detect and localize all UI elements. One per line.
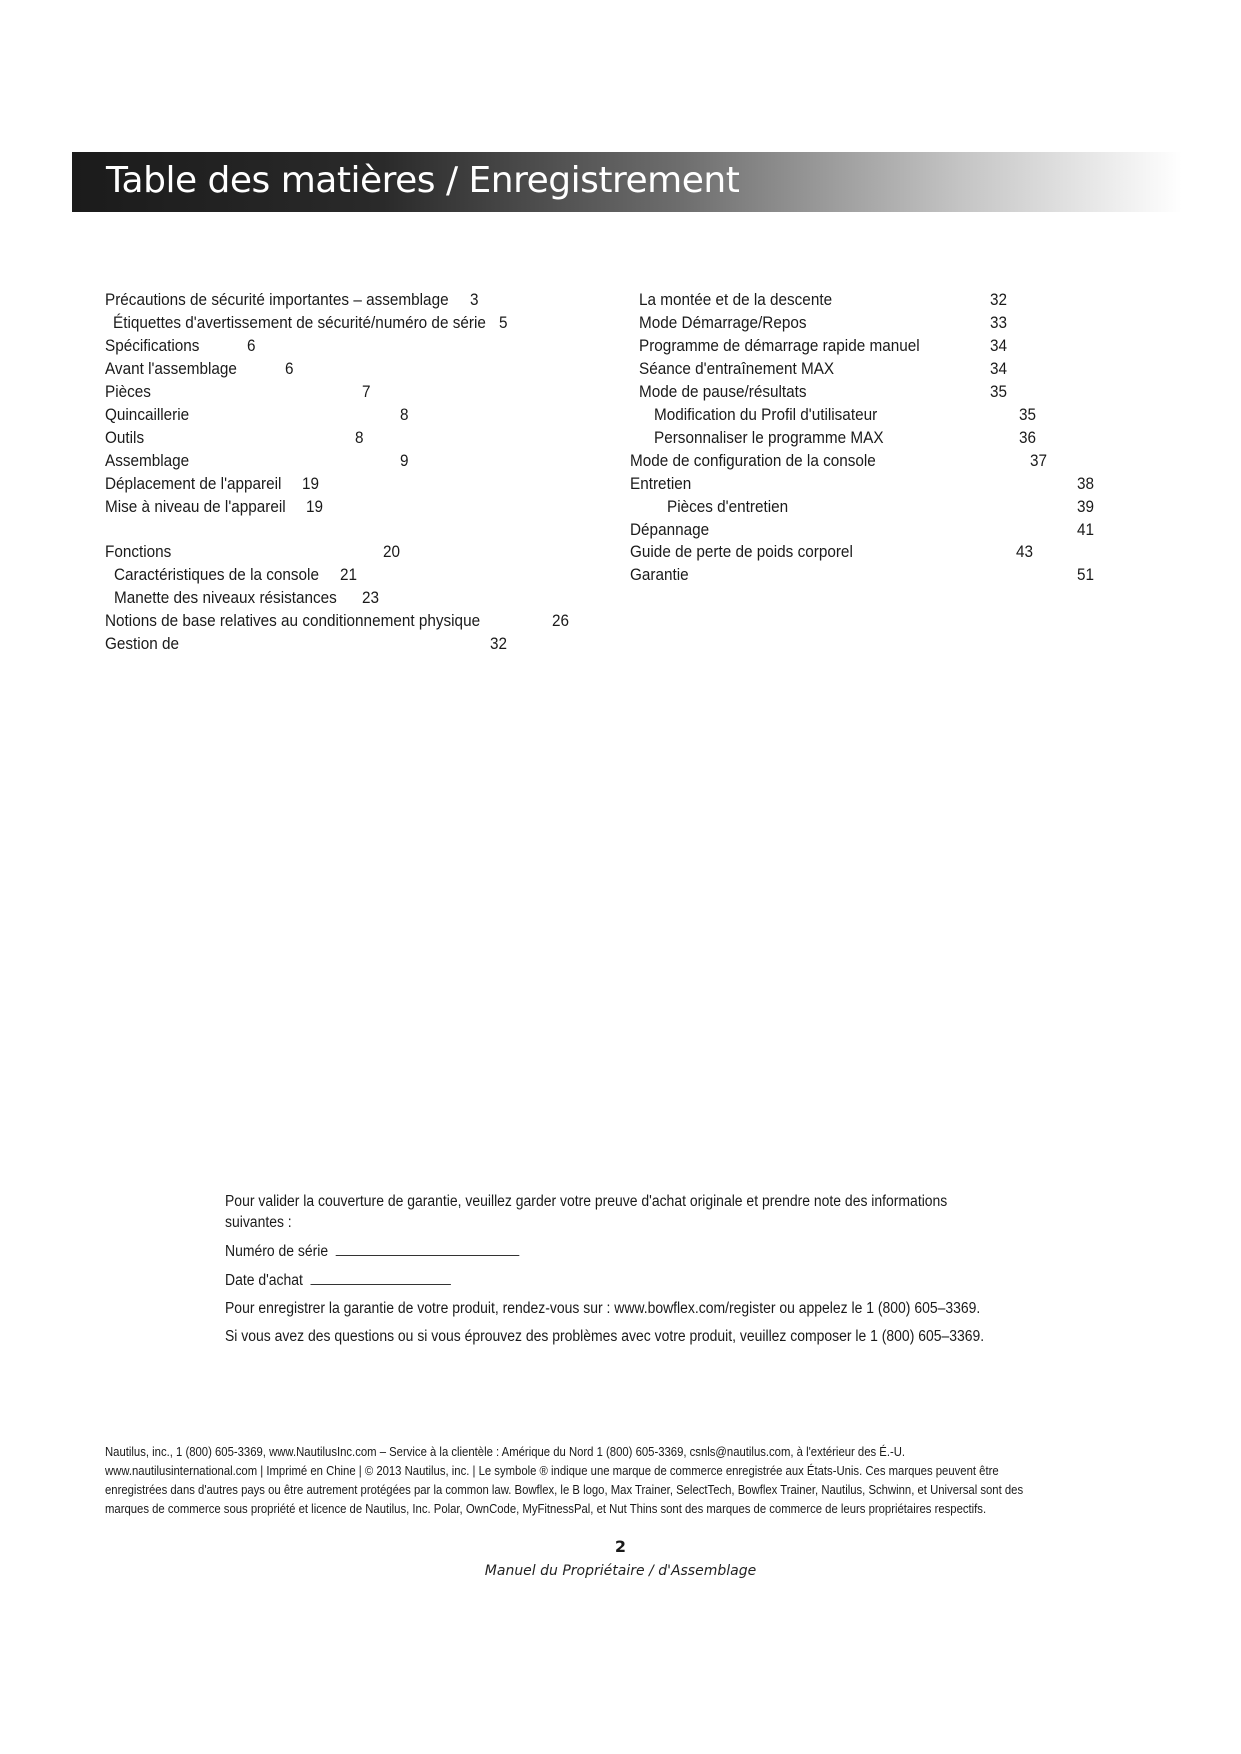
toc-entry-page: 23: [362, 588, 380, 607]
legal-line: Nautilus, inc., 1 (800) 605-3369, www.NautilusInc.com – Service à la clientèle : Amérique du Nord 1 (800) 605-3369, csnls@nautilus.com, à l'extérieur des É.-U.: [105, 1444, 906, 1459]
legal-line: www.nautilusinternational.com | Imprimé en Chine | © 2013 Nautilus, inc. | Le symbole ® indique une marque de commerce enregistrée aux États-Unis. Ces marques peuvent être: [105, 1463, 999, 1478]
toc-entry-label: Mode de configuration de la console: [630, 451, 876, 470]
manual-title: Manuel du Propriétaire / d'Assemblage: [484, 1563, 757, 1579]
registration-intro-cont: suivantes :: [225, 1214, 292, 1231]
toc-entry-label: Mode Démarrage/Repos: [639, 313, 807, 332]
legal-notice: [105, 1442, 1225, 1518]
toc-entry-label: Entretien: [630, 474, 692, 493]
toc-entry-label: Pièces d'entretien: [667, 497, 789, 516]
toc-entry-page: 6: [285, 359, 294, 378]
toc-entry-label: Mise à niveau de l'appareil: [105, 497, 286, 516]
toc-entry-label: Spécifications: [105, 336, 200, 355]
toc-entry-label: La montée et de la descente: [639, 290, 833, 309]
toc-entry-label: Quincaillerie: [105, 405, 190, 424]
toc-entry-label: Avant l'assemblage: [105, 359, 237, 378]
toc-entry-page: 34: [990, 336, 1008, 355]
toc-entry-page: 9: [400, 451, 409, 470]
toc-entry-label: Assemblage: [105, 451, 190, 470]
toc-entry-page: 8: [400, 405, 409, 424]
toc-entry-label: Programme de démarrage rapide manuel: [639, 336, 920, 355]
toc-entry-label: Modification du Profil d'utilisateur: [654, 405, 878, 424]
toc-entry-page: 21: [340, 565, 358, 584]
toc-entry-page: 19: [302, 474, 320, 493]
page-number: 2: [614, 1537, 627, 1556]
toc-entry-page: 36: [1019, 428, 1037, 447]
toc-entry-label: Personnaliser le programme MAX: [654, 428, 884, 447]
toc-entry-page: 39: [1077, 497, 1095, 516]
toc-entry-label: Étiquettes d'avertissement de sécurité/numéro de série: [113, 313, 486, 332]
toc-entry-label: Pièces: [105, 382, 151, 401]
toc-entry-page: 51: [1077, 565, 1095, 584]
serial-number-label: Numéro de série: [225, 1243, 329, 1260]
toc-entry-page: 20: [383, 542, 401, 561]
purchase-date-label: Date d'achat: [225, 1272, 303, 1289]
toc-entry-page: 6: [247, 336, 256, 355]
toc-entry-label: Caractéristiques de la console: [114, 565, 319, 584]
toc-entry-page: 38: [1077, 474, 1095, 493]
register-instructions: Pour enregistrer la garantie de votre produit, rendez-vous sur : www.bowflex.com/register ou appelez le 1 (800) 605–3369.: [225, 1300, 981, 1317]
toc-entry-page: 35: [1019, 405, 1037, 424]
toc-entry-label: Séance d'entraînement MAX: [639, 359, 835, 378]
toc-entry-page: 7: [362, 382, 371, 401]
toc-entry-page: 32: [990, 290, 1008, 309]
toc-entry-label: Manette des niveaux résistances: [114, 588, 337, 607]
toc-entry-page: 3: [470, 290, 479, 309]
toc-entry-page: 33: [990, 313, 1008, 332]
toc-entry-label: Déplacement de l'appareil: [105, 474, 282, 493]
toc-entry-label: Guide de perte de poids corporel: [630, 542, 853, 561]
serial-number-field: [225, 1241, 519, 1262]
legal-line: marques de commerce sous propriété et licence de Nautilus, Inc. Polar, OwnCode, MyFitnessPal, et Nut Thins sont des marques de commerce de leurs propriétaires respectifs.: [105, 1501, 987, 1516]
toc-entry-page: 19: [306, 497, 324, 516]
toc-entry-label: Précautions de sécurité importantes – assemblage: [105, 290, 449, 309]
toc-entry-page: 35: [990, 382, 1008, 401]
toc-entry-label: Fonctions: [105, 542, 172, 561]
toc-entry-page: 26: [552, 611, 570, 630]
toc-entry-page: 8: [355, 428, 364, 447]
toc-entry-label: Gestion de: [105, 634, 180, 653]
purchase-date-field: [225, 1270, 451, 1291]
toc-entry-page: 34: [990, 359, 1008, 378]
purchase-date-blank: [310, 1270, 450, 1285]
toc-entry-label: Mode de pause/résultats: [639, 382, 807, 401]
toc-entry-page: 41: [1077, 520, 1095, 539]
support-instructions: Si vous avez des questions ou si vous éprouvez des problèmes avec votre produit, veuillez composer le 1 (800) 605–3369.: [225, 1328, 985, 1345]
toc-entry-label: Dépannage: [630, 520, 710, 539]
page-title: Table des matières / Enregistrement: [106, 160, 740, 201]
toc-entry-label: Garantie: [630, 565, 689, 584]
legal-line: enregistrées dans d'autres pays ou être autrement protégées par la common law. Bowflex, le B logo, Max Trainer, SelectTech, Bowflex Trainer, Nautilus, Schwinn, et Universal sont des: [105, 1482, 1024, 1497]
toc-entry-page: 5: [499, 313, 508, 332]
header-band: [72, 152, 1182, 212]
toc-entry-page: 43: [1016, 542, 1034, 561]
toc-entry-page: 37: [1030, 451, 1048, 470]
serial-number-blank: [336, 1241, 520, 1256]
toc-entry-label: Notions de base relatives au conditionnement physique: [105, 611, 481, 630]
toc-entry-label: Outils: [105, 428, 145, 447]
toc-entry-page: 32: [490, 634, 508, 653]
registration-intro: Pour valider la couverture de garantie, veuillez garder votre preuve d'achat originale et prendre note des informations: [225, 1193, 948, 1210]
